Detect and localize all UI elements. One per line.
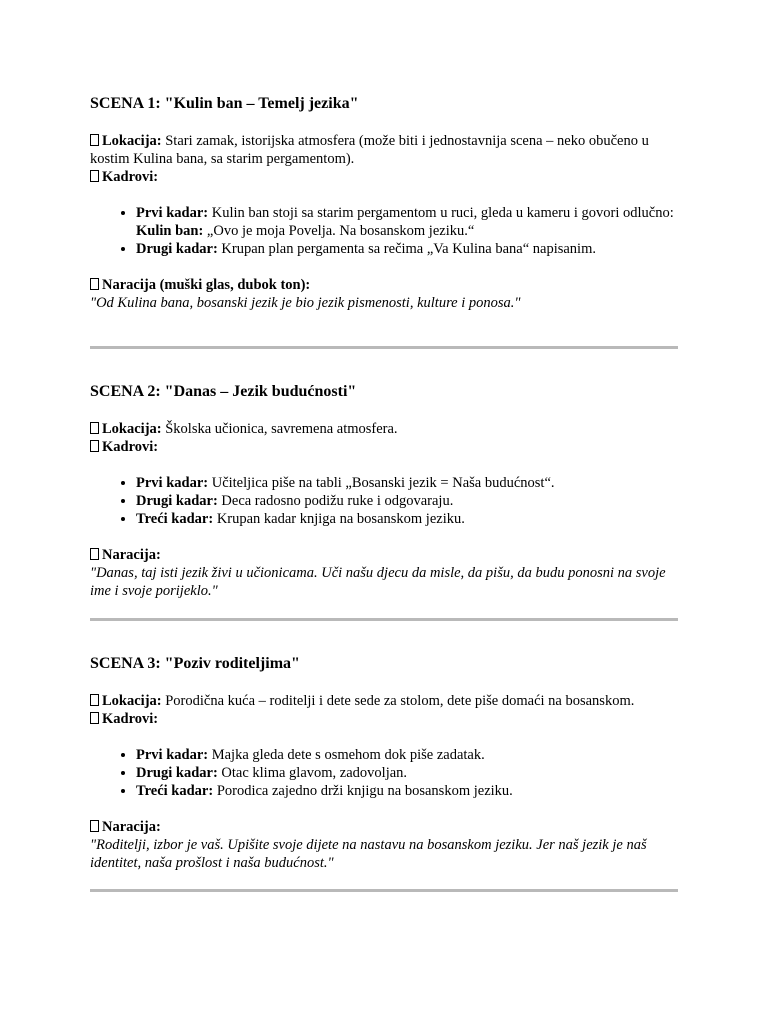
location-text: Porodična kuća – roditelji i dete sede za stolom, dete piše domaći na bosanskom. bbox=[161, 693, 635, 709]
location-line bbox=[90, 692, 678, 710]
shot-item bbox=[136, 204, 678, 240]
scene-title: SCENA 2: "Danas – Jezik budućnosti" bbox=[90, 383, 357, 400]
location-label: Lokacija: bbox=[102, 693, 162, 709]
narration-text: "Roditelji, izbor je vaš. Upišite svoje dijete na nastavu na bosanskom jeziku. Jer naš jezik je naš identitet, naša prošlost i naša budućnost." bbox=[90, 837, 647, 871]
location-text: Stari zamak, istorijska atmosfera (može biti i jednostavnija scena – neko obučeno u kostim Kulina bana, sa starim pergamentom). bbox=[90, 133, 649, 167]
shots-line bbox=[90, 168, 678, 186]
scene-title: SCENA 1: "Kulin ban – Temelj jezika" bbox=[90, 95, 359, 112]
shot-list bbox=[90, 746, 678, 800]
scene-3 bbox=[90, 654, 678, 872]
location-label: Lokacija: bbox=[102, 133, 162, 149]
shots-label: Kadrovi: bbox=[102, 439, 159, 455]
shot-list bbox=[90, 204, 678, 258]
camera-icon bbox=[90, 712, 99, 724]
narration-line bbox=[90, 546, 678, 564]
shot-item bbox=[136, 746, 678, 764]
shot-label: Prvi kadar: bbox=[136, 475, 209, 491]
shot-text: Kulin ban stoji sa starim pergamentom u ruci, gleda u kameru i govori odlučno: bbox=[208, 205, 674, 221]
shot-item bbox=[136, 240, 678, 258]
shots-label: Kadrovi: bbox=[102, 711, 159, 727]
shot-item bbox=[136, 492, 678, 510]
speaker-label: Kulin ban: bbox=[136, 223, 204, 239]
camera-icon bbox=[90, 170, 99, 182]
narration-label: Naracija (muški glas, dubok ton): bbox=[102, 277, 311, 293]
divider bbox=[90, 346, 678, 349]
microphone-icon bbox=[90, 548, 99, 560]
narration-line bbox=[90, 276, 678, 294]
scene-2 bbox=[90, 382, 678, 600]
narration-text: "Danas, taj isti jezik živi u učionicama. Uči našu djecu da misle, da pišu, da budu ponosni na svoje ime i svoje porijeklo." bbox=[90, 565, 666, 599]
shot-text: Krupan plan pergamenta sa rečima „Va Kulina bana“ napisanim. bbox=[217, 241, 596, 257]
shot-text: Otac klima glavom, zadovoljan. bbox=[217, 765, 408, 781]
shot-item bbox=[136, 510, 678, 528]
shot-text: Učiteljica piše na tabli „Bosanski jezik = Naša budućnost“. bbox=[208, 475, 555, 491]
location-text: Školska učionica, savremena atmosfera. bbox=[161, 421, 398, 437]
shot-label: Drugi kadar: bbox=[136, 765, 218, 781]
scene-1 bbox=[90, 94, 678, 312]
shot-label: Prvi kadar: bbox=[136, 205, 209, 221]
narration-label: Naracija: bbox=[102, 819, 161, 835]
shot-item bbox=[136, 764, 678, 782]
shot-item bbox=[136, 782, 678, 800]
location-icon bbox=[90, 422, 99, 434]
microphone-icon bbox=[90, 820, 99, 832]
shots-label: Kadrovi: bbox=[102, 169, 159, 185]
scene-title: SCENA 3: "Poziv roditeljima" bbox=[90, 655, 300, 672]
narration-label: Naracija: bbox=[102, 547, 161, 563]
shot-label: Drugi kadar: bbox=[136, 493, 218, 509]
shot-label: Prvi kadar: bbox=[136, 747, 209, 763]
speaker-text: „Ovo je moja Povelja. Na bosanskom jeziku.“ bbox=[203, 223, 475, 239]
location-line bbox=[90, 420, 678, 438]
location-line bbox=[90, 132, 678, 168]
shot-text: Deca radosno podižu ruke i odgovaraju. bbox=[217, 493, 454, 509]
shot-label: Drugi kadar: bbox=[136, 241, 218, 257]
location-icon bbox=[90, 694, 99, 706]
shot-label: Treći kadar: bbox=[136, 783, 214, 799]
microphone-icon bbox=[90, 278, 99, 290]
camera-icon bbox=[90, 440, 99, 452]
narration-text: "Od Kulina bana, bosanski jezik je bio jezik pismenosti, kulture i ponosa." bbox=[90, 295, 521, 311]
divider bbox=[90, 618, 678, 621]
location-icon bbox=[90, 134, 99, 146]
shot-text: Porodica zajedno drži knjigu na bosanskom jeziku. bbox=[213, 783, 513, 799]
shot-list bbox=[90, 474, 678, 528]
shot-label: Treći kadar: bbox=[136, 511, 214, 527]
shots-line bbox=[90, 710, 678, 728]
shot-item bbox=[136, 474, 678, 492]
location-label: Lokacija: bbox=[102, 421, 162, 437]
divider bbox=[90, 889, 678, 892]
shot-text: Majka gleda dete s osmehom dok piše zadatak. bbox=[208, 747, 485, 763]
shot-text: Krupan kadar knjiga na bosanskom jeziku. bbox=[213, 511, 465, 527]
shots-line bbox=[90, 438, 678, 456]
narration-line bbox=[90, 818, 678, 836]
